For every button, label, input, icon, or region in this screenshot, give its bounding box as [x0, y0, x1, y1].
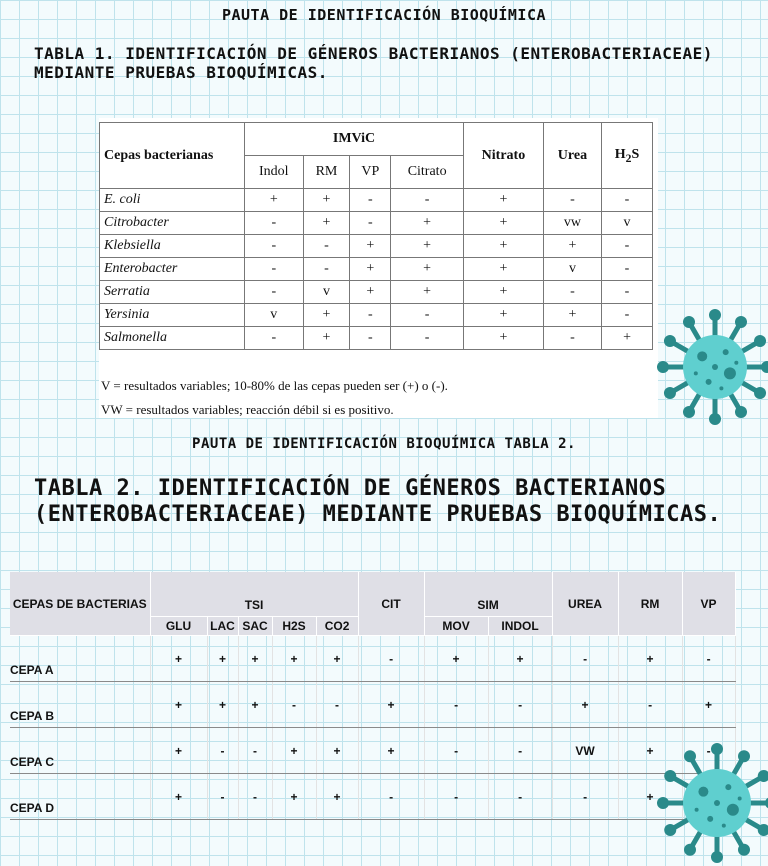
virus-icon-bottom: [655, 735, 768, 866]
t1-cell: +: [303, 304, 350, 327]
t2-cell: +: [272, 728, 316, 774]
t2-cell: +: [618, 774, 682, 820]
t2-header-cepas: CEPAS DE BACTERIAS: [10, 572, 150, 636]
t1-row-name: Yersinia: [100, 304, 245, 327]
t2-cell: +: [618, 728, 682, 774]
t1-cell: +: [245, 189, 304, 212]
t1-row: [100, 212, 653, 235]
t2-subheader-h2s: H2S: [272, 617, 316, 636]
t2-cell: -: [316, 682, 358, 728]
t2-cell: +: [618, 636, 682, 682]
t1-cell: vw: [543, 212, 601, 235]
t2-cell: -: [238, 728, 272, 774]
t1-header-cepas: Cepas bacterianas: [100, 123, 245, 189]
t1-cell: +: [350, 235, 391, 258]
t1-cell: +: [303, 212, 350, 235]
t1-row-name: Serratia: [100, 281, 245, 304]
t1-row: [100, 304, 653, 327]
t2-header-rm: RM: [618, 572, 682, 636]
t1-cell: -: [602, 258, 653, 281]
t2-header-sim: SIM: [424, 572, 552, 617]
t2-cell: +: [424, 636, 488, 682]
t1-cell: +: [543, 235, 601, 258]
table2-small-title: PAUTA DE IDENTIFICACIÓN BIOQUÍMICA TABLA 2.: [192, 436, 576, 452]
t2-cell: +: [488, 636, 552, 682]
table1-card: [99, 118, 658, 418]
t1-cell: +: [303, 327, 350, 350]
t1-cell: -: [303, 258, 350, 281]
t2-cell: -: [488, 682, 552, 728]
t1-cell: +: [391, 235, 464, 258]
t2-cell: VW: [552, 728, 618, 774]
t1-header-h2s: $H_2S$: [602, 123, 653, 189]
t1-cell: +: [543, 304, 601, 327]
t1-cell: +: [464, 258, 544, 281]
t1-cell: -: [391, 189, 464, 212]
t1-cell: v: [245, 304, 304, 327]
t1-row: [100, 235, 653, 258]
t2-row: [10, 682, 735, 728]
t1-cell: +: [464, 235, 544, 258]
t1-cell: +: [464, 281, 544, 304]
t1-cell: -: [602, 189, 653, 212]
t1-row-name: E. coli: [100, 189, 245, 212]
t2-cell: +: [238, 682, 272, 728]
t2-row-name: CEPA D: [10, 774, 150, 820]
t2-cell: -: [424, 682, 488, 728]
table2-heading: TABLA 2. IDENTIFICACIÓN DE GÉNEROS BACTERIANOS (ENTEROBACTERIACEAE) MEDIANTE PRUEBAS BIOQUÍMICAS.: [34, 476, 722, 527]
t1-cell: -: [245, 281, 304, 304]
t2-subheader-sac: SAC: [238, 617, 272, 636]
t1-row: [100, 281, 653, 304]
t1-cell: +: [350, 281, 391, 304]
t2-subheader-indol: INDOL: [488, 617, 552, 636]
t1-cell: v: [602, 212, 653, 235]
t1-cell: -: [245, 258, 304, 281]
t2-cell: -: [238, 774, 272, 820]
t2-cell: -: [358, 774, 424, 820]
t1-row-name: Enterobacter: [100, 258, 245, 281]
t2-cell: -: [682, 636, 735, 682]
t1-row-name: Klebsiella: [100, 235, 245, 258]
t1-cell: -: [245, 327, 304, 350]
t2-cell: -: [618, 682, 682, 728]
t2-row-name: CEPA A: [10, 636, 150, 682]
t2-cell: -: [207, 728, 238, 774]
page-title: PAUTA DE IDENTIFICACIÓN BIOQUÍMICA: [221, 6, 547, 24]
t2-header-cit: CIT: [358, 572, 424, 636]
t1-row: [100, 189, 653, 212]
t1-row-name: Citrobacter: [100, 212, 245, 235]
t2-cell: -: [358, 636, 424, 682]
t2-row-name: CEPA C: [10, 728, 150, 774]
t2-row-name: CEPA B: [10, 682, 150, 728]
t2-cell: +: [238, 636, 272, 682]
t1-cell: -: [602, 235, 653, 258]
t2-cell: +: [207, 682, 238, 728]
virus-icon-top: [655, 300, 768, 435]
t2-cell: +: [316, 728, 358, 774]
t1-cell: +: [391, 212, 464, 235]
table2: [10, 572, 736, 820]
table1-heading: TABLA 1. IDENTIFICACIÓN DE GÉNEROS BACTERIANOS (ENTEROBACTERIACEAE) MEDIANTE PRUEBAS BIOQUÍMICAS.: [34, 44, 713, 82]
t2-cell: +: [358, 682, 424, 728]
t2-cell: -: [424, 728, 488, 774]
t1-row: [100, 327, 653, 350]
t2-row: [10, 774, 735, 820]
t2-cell: +: [150, 636, 207, 682]
t1-row: [100, 258, 653, 281]
t1-subheader-citrato: Citrato: [391, 156, 464, 189]
t1-header-urea: Urea: [543, 123, 601, 189]
t2-header-tsi: TSI: [150, 572, 358, 617]
t1-body: [100, 189, 653, 350]
t2-cell: -: [488, 774, 552, 820]
t2-cell: -: [682, 728, 735, 774]
t1-cell: -: [350, 212, 391, 235]
t1-cell: -: [391, 327, 464, 350]
t1-cell: +: [350, 258, 391, 281]
table1-note-v: V = resultados variables; 10-80% de las cepas pueden ser (+) o (-).: [101, 378, 448, 393]
t2-cell: +: [682, 682, 735, 728]
t2-cell: +: [207, 636, 238, 682]
t1-cell: +: [464, 327, 544, 350]
t2-cell: +: [150, 728, 207, 774]
t1-cell: +: [391, 258, 464, 281]
t2-cell: +: [150, 682, 207, 728]
t2-subheader-co2: CO2: [316, 617, 358, 636]
t2-body: [10, 636, 735, 820]
t2-cell: +: [358, 728, 424, 774]
t1-cell: -: [543, 189, 601, 212]
t1-cell: -: [350, 304, 391, 327]
t2-cell: +: [316, 774, 358, 820]
t2-cell: -: [272, 682, 316, 728]
t1-cell: -: [391, 304, 464, 327]
t2-subheader-glu: GLU: [150, 617, 207, 636]
t1-cell: -: [303, 235, 350, 258]
t1-cell: +: [602, 327, 653, 350]
t1-subheader-vp: VP: [350, 156, 391, 189]
t1-cell: +: [391, 281, 464, 304]
t2-header-urea: UREA: [552, 572, 618, 636]
t2-cell: -: [552, 636, 618, 682]
t1-cell: +: [464, 304, 544, 327]
t1-cell: -: [602, 304, 653, 327]
t1-cell: -: [245, 235, 304, 258]
t1-subheader-indol: Indol: [245, 156, 304, 189]
t2-cell: +: [316, 636, 358, 682]
t2-subheader-mov: MOV: [424, 617, 488, 636]
t1-subheader-rm: RM: [303, 156, 350, 189]
t1-cell: v: [543, 258, 601, 281]
t2-subheader-lac: LAC: [207, 617, 238, 636]
t1-header-imvic: IMViC: [245, 123, 464, 156]
t1-cell: -: [245, 212, 304, 235]
t1-cell: -: [602, 281, 653, 304]
t2-cell: -: [488, 728, 552, 774]
t2-cell: +: [552, 682, 618, 728]
t1-cell: -: [350, 189, 391, 212]
t2-row: [10, 636, 735, 682]
table1-note-vw: VW = resultados variables; reacción débil si es positivo.: [101, 402, 394, 417]
t1-cell: -: [350, 327, 391, 350]
t1-row-name: Salmonella: [100, 327, 245, 350]
t2-cell: -: [207, 774, 238, 820]
t1-cell: -: [543, 281, 601, 304]
t1-cell: +: [464, 189, 544, 212]
t1-cell: +: [464, 212, 544, 235]
t2-header-vp: VP: [682, 572, 735, 636]
table1: [99, 122, 653, 350]
t2-cell: +: [272, 636, 316, 682]
t2-cell: +: [150, 774, 207, 820]
t1-cell: v: [303, 281, 350, 304]
t2-cell: -: [552, 774, 618, 820]
t1-cell: -: [543, 327, 601, 350]
t2-row: [10, 728, 735, 774]
t1-cell: +: [303, 189, 350, 212]
t1-header-nitrato: Nitrato: [464, 123, 544, 189]
t2-cell: -: [424, 774, 488, 820]
t2-cell: +: [272, 774, 316, 820]
